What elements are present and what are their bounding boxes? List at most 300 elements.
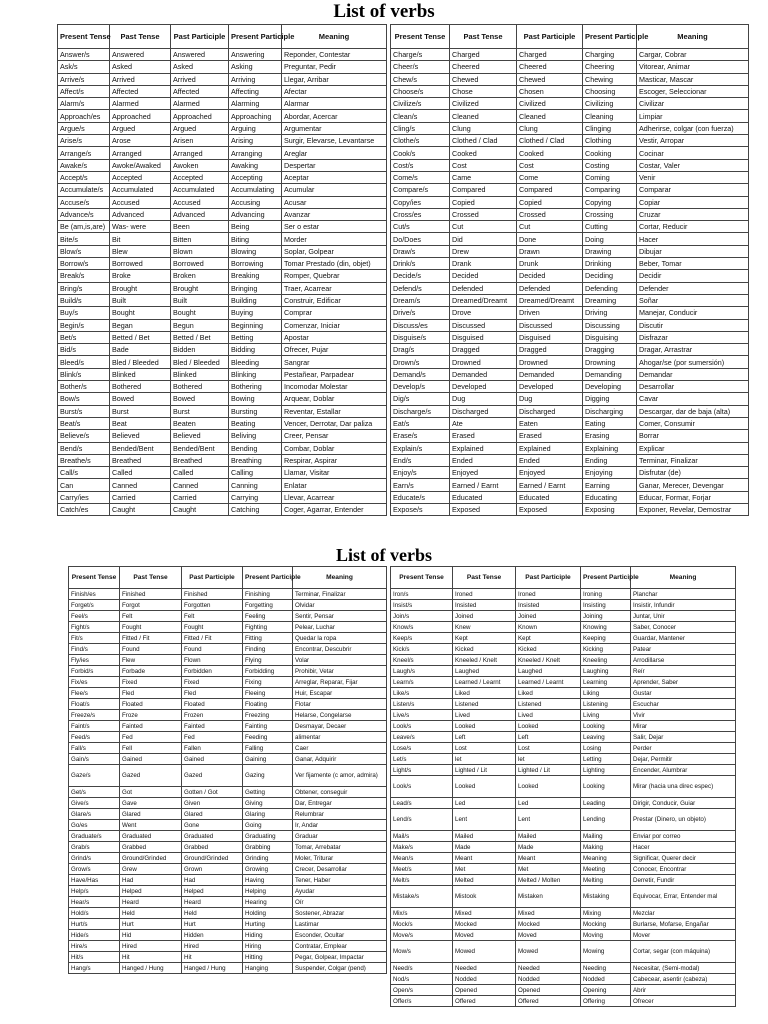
- meaning-cell: Juntar, Unir: [631, 611, 736, 622]
- past-participle-cell: Gazed: [182, 765, 243, 787]
- present-participle-cell: Beating: [229, 417, 282, 429]
- present-participle-cell: Letting: [581, 754, 631, 765]
- past-tense-cell: Heard: [120, 897, 182, 908]
- present-tense-cell: Forbid/s: [69, 666, 120, 677]
- table-row: [58, 393, 387, 405]
- past-tense-cell: Offered: [453, 996, 516, 1007]
- present-tense-cell: Dig/s: [391, 393, 450, 405]
- past-tense-cell: Ironed: [453, 589, 516, 600]
- past-tense-cell: Cheered: [450, 61, 517, 73]
- past-participle-cell: let: [516, 754, 581, 765]
- table-row: [69, 600, 387, 611]
- meaning-cell: Contratar, Emplear: [293, 941, 387, 952]
- table-row: [391, 798, 736, 809]
- past-participle-cell: Civilized: [517, 98, 583, 110]
- table-row: [391, 245, 749, 257]
- present-participle-cell: Leaving: [581, 732, 631, 743]
- present-participle-cell: Meeting: [581, 864, 631, 875]
- present-participle-cell: Mowing: [581, 941, 631, 963]
- present-participle-cell: Beginning: [229, 319, 282, 331]
- past-participle-cell: Begun: [171, 319, 229, 331]
- past-tense-cell: Led: [453, 798, 516, 809]
- meaning-cell: Mover: [631, 930, 736, 941]
- meaning-cell: Dragar, Arrastrar: [637, 344, 749, 356]
- meaning-cell: Vivir: [631, 710, 736, 721]
- present-participle-cell: Betting: [229, 331, 282, 343]
- table-header-row: [58, 25, 387, 49]
- present-participle-cell: Defending: [583, 282, 637, 294]
- table-row: [58, 503, 387, 515]
- present-tense-cell: Bite/s: [58, 233, 110, 245]
- past-participle-cell: Cut: [517, 221, 583, 233]
- table-row: [69, 633, 387, 644]
- present-tense-cell: Beat/s: [58, 417, 110, 429]
- meaning-cell: Guardar, Mantener: [631, 633, 736, 644]
- table-row: [58, 319, 387, 331]
- present-tense-cell: Live/s: [391, 710, 453, 721]
- table-row: [391, 974, 736, 985]
- present-participle-cell: Bothering: [229, 381, 282, 393]
- present-participle-cell: Buying: [229, 307, 282, 319]
- past-participle-cell: Arrived: [171, 73, 229, 85]
- table-row: [69, 611, 387, 622]
- present-tense-cell: Demand/s: [391, 368, 450, 380]
- meaning-cell: Gustar: [631, 688, 736, 699]
- meaning-cell: Escoger, Seleccionar: [637, 85, 749, 97]
- past-tense-cell: Gave: [120, 798, 182, 809]
- meaning-cell: Sangrar: [282, 356, 387, 368]
- present-tense-cell: Bleed/s: [58, 356, 110, 368]
- present-participle-cell: Listening: [581, 699, 631, 710]
- meaning-cell: Cruzar: [637, 208, 749, 220]
- meaning-cell: Encender, Alumbrar: [631, 765, 736, 776]
- present-participle-cell: Eating: [583, 417, 637, 429]
- meaning-cell: Cortar, segar (con máquina): [631, 941, 736, 963]
- meaning-cell: Dirigir, Conducir, Guiar: [631, 798, 736, 809]
- present-participle-cell: Floating: [243, 699, 293, 710]
- meaning-cell: Suspender, Colgar (pend): [293, 963, 387, 974]
- present-participle-cell: Feeling: [243, 611, 293, 622]
- past-participle-cell: Hanged / Hung: [182, 963, 243, 974]
- table-row: [69, 666, 387, 677]
- present-participle-cell: Grinding: [243, 853, 293, 864]
- past-tense-cell: Lost: [453, 743, 516, 754]
- present-participle-cell: Needing: [581, 963, 631, 974]
- present-participle-cell: Losing: [581, 743, 631, 754]
- past-participle-cell: Ironed: [516, 589, 581, 600]
- present-tense-cell: Come/s: [391, 171, 450, 183]
- table-row: [391, 294, 749, 306]
- meaning-cell: Venir: [637, 171, 749, 183]
- meaning-cell: Pelear, Luchar: [293, 622, 387, 633]
- past-tense-cell: Bade: [110, 344, 171, 356]
- table-row: [69, 721, 387, 732]
- table-row: [69, 853, 387, 864]
- present-participle-cell: Finishing: [243, 589, 293, 600]
- past-tense-cell: Brought: [110, 282, 171, 294]
- table-header-row: [391, 567, 736, 589]
- past-tense-cell: Called: [110, 467, 171, 479]
- table-row: [58, 430, 387, 442]
- past-tense-cell: Drank: [450, 258, 517, 270]
- present-tense-cell: Lose/s: [391, 743, 453, 754]
- past-tense-cell: Betted / Bet: [110, 331, 171, 343]
- past-participle-cell: Lived: [516, 710, 581, 721]
- past-participle-cell: Met: [516, 864, 581, 875]
- table-row: [391, 356, 749, 368]
- past-tense-cell: Gazed: [120, 765, 182, 787]
- past-participle-cell: Approached: [171, 110, 229, 122]
- present-participle-cell: Bursting: [229, 405, 282, 417]
- past-participle-cell: Kicked: [516, 644, 581, 655]
- table-row: [58, 147, 387, 159]
- present-participle-cell: Kicking: [581, 644, 631, 655]
- past-participle-cell: Decided: [517, 270, 583, 282]
- past-participle-cell: Gained: [182, 754, 243, 765]
- meaning-cell: Coger, Agarrar, Entender: [282, 503, 387, 515]
- past-tense-cell: Breathed: [110, 454, 171, 466]
- present-participle-cell: Biting: [229, 233, 282, 245]
- meaning-cell: Acusar: [282, 196, 387, 208]
- meaning-cell: Moler, Triturar: [293, 853, 387, 864]
- meaning-cell: Ahogar/se (por sumersión): [637, 356, 749, 368]
- table-row: [391, 393, 749, 405]
- past-tense-cell: Met: [453, 864, 516, 875]
- present-participle-cell: Grabbing: [243, 842, 293, 853]
- present-participle-cell: Bidding: [229, 344, 282, 356]
- present-tense-cell: Cheer/s: [391, 61, 450, 73]
- past-participle-cell: Answered: [171, 49, 229, 61]
- present-participle-cell: Joining: [581, 611, 631, 622]
- meaning-cell: Apostar: [282, 331, 387, 343]
- table-row: [69, 644, 387, 655]
- present-participle-cell: Bleeding: [229, 356, 282, 368]
- meaning-cell: Flotar: [293, 699, 387, 710]
- table-row: [58, 49, 387, 61]
- past-tense-cell: Left: [453, 732, 516, 743]
- past-tense-cell: Chose: [450, 85, 517, 97]
- past-participle-cell: Accumulated: [171, 184, 229, 196]
- past-tense-cell: Began: [110, 319, 171, 331]
- past-tense-cell: Ground/Grinded: [120, 853, 182, 864]
- past-tense-cell: Copied: [450, 196, 517, 208]
- past-participle-cell: Arranged: [171, 147, 229, 159]
- table-row: [69, 809, 387, 820]
- meaning-cell: Hacer: [631, 842, 736, 853]
- present-tense-cell: Burst/s: [58, 405, 110, 417]
- past-tense-cell: Fitted / Fit: [120, 633, 182, 644]
- past-participle-cell: Argued: [171, 122, 229, 134]
- table-row: [69, 941, 387, 952]
- present-tense-cell: Go/es: [69, 820, 120, 831]
- meaning-cell: Ganar, Adquirir: [293, 754, 387, 765]
- past-participle-cell: Mowed: [516, 941, 581, 963]
- past-tense-cell: Civilized: [450, 98, 517, 110]
- past-tense-cell: Mocked: [453, 919, 516, 930]
- present-tense-cell: Hire/s: [69, 941, 120, 952]
- present-tense-cell: Hit/s: [69, 952, 120, 963]
- table-row: [391, 666, 736, 677]
- past-tense-cell: Fixed: [120, 677, 182, 688]
- past-participle-cell: Drawn: [517, 245, 583, 257]
- table-row: [391, 622, 736, 633]
- past-tense-cell: Earned / Earnt: [450, 479, 517, 491]
- present-tense-cell: Melt/s: [391, 875, 453, 886]
- table-row: [391, 147, 749, 159]
- present-tense-cell: Defend/s: [391, 282, 450, 294]
- present-tense-cell: Buy/s: [58, 307, 110, 319]
- present-participle-cell: Hiding: [243, 930, 293, 941]
- present-participle-cell: Advancing: [229, 208, 282, 220]
- past-tense-cell: Mowed: [453, 941, 516, 963]
- past-participle-cell: Grown: [182, 864, 243, 875]
- meaning-cell: Vestir, Arropar: [637, 135, 749, 147]
- meaning-cell: Enviar por correo: [631, 831, 736, 842]
- verb-table-body: [391, 49, 749, 516]
- present-tense-cell: Break/s: [58, 270, 110, 282]
- past-participle-cell: Driven: [517, 307, 583, 319]
- table-row: [58, 73, 387, 85]
- past-participle-cell: Bled / Bleeded: [171, 356, 229, 368]
- present-tense-cell: Choose/s: [391, 85, 450, 97]
- table-row: [391, 842, 736, 853]
- past-participle-cell: Ended: [517, 454, 583, 466]
- present-tense-cell: Expose/s: [391, 503, 450, 515]
- present-participle-cell: Deciding: [583, 270, 637, 282]
- column-header: Present Participle: [581, 567, 631, 589]
- column-header: Past Tense: [453, 567, 516, 589]
- present-participle-cell: Opening: [581, 985, 631, 996]
- present-participle-cell: Coming: [583, 171, 637, 183]
- meaning-cell: Sostener, Abrazar: [293, 908, 387, 919]
- present-tense-cell: Borrow/s: [58, 258, 110, 270]
- present-tense-cell: Give/s: [69, 798, 120, 809]
- meaning-cell: Surgir, Elevarse, Levantarse: [282, 135, 387, 147]
- past-tense-cell: Forbade: [120, 666, 182, 677]
- present-participle-cell: Ironing: [581, 589, 631, 600]
- table-row: [391, 331, 749, 343]
- meaning-cell: Huir, Escapar: [293, 688, 387, 699]
- meaning-cell: Volar: [293, 655, 387, 666]
- past-tense-cell: Hired: [120, 941, 182, 952]
- meaning-cell: Construir, Edificar: [282, 294, 387, 306]
- meaning-cell: Beber, Tomar: [637, 258, 749, 270]
- column-header: Present Participle: [243, 567, 293, 589]
- table-row: [391, 467, 749, 479]
- past-tense-cell: Mixed: [453, 908, 516, 919]
- meaning-cell: Desarrollar: [637, 381, 749, 393]
- present-tense-cell: Drag/s: [391, 344, 450, 356]
- past-participle-cell: Bended/Bent: [171, 442, 229, 454]
- past-participle-cell: Fought: [182, 622, 243, 633]
- past-tense-cell: Drowned: [450, 356, 517, 368]
- present-participle-cell: Hiring: [243, 941, 293, 952]
- past-tense-cell: Liked: [453, 688, 516, 699]
- table-row: [58, 381, 387, 393]
- meaning-cell: Romper, Quebrar: [282, 270, 387, 282]
- past-tense-cell: Floated: [120, 699, 182, 710]
- past-participle-cell: Forgotten: [182, 600, 243, 611]
- present-tense-cell: Bid/s: [58, 344, 110, 356]
- past-tense-cell: Finished: [120, 589, 182, 600]
- meaning-cell: Ayudar: [293, 886, 387, 897]
- past-tense-cell: Approached: [110, 110, 171, 122]
- past-tense-cell: Carried: [110, 491, 171, 503]
- past-tense-cell: Felt: [120, 611, 182, 622]
- table-row: [391, 886, 736, 908]
- present-participle-cell: Freezing: [243, 710, 293, 721]
- verb-sheet-2: [0, 544, 768, 1024]
- past-tense-cell: Charged: [450, 49, 517, 61]
- past-participle-cell: Demanded: [517, 368, 583, 380]
- past-participle-cell: Laughed: [516, 666, 581, 677]
- meaning-cell: Obtener, conseguir: [293, 787, 387, 798]
- present-participle-cell: Digging: [583, 393, 637, 405]
- verb-table-right: [390, 24, 749, 516]
- column-header: Meaning: [631, 567, 736, 589]
- present-tense-cell: Lend/s: [391, 809, 453, 831]
- past-participle-cell: Fallen: [182, 743, 243, 754]
- present-participle-cell: Accusing: [229, 196, 282, 208]
- meaning-cell: Masticar, Mascar: [637, 73, 749, 85]
- past-tense-cell: Kneeled / Knelt: [453, 655, 516, 666]
- present-tense-cell: Bow/s: [58, 393, 110, 405]
- past-participle-cell: Breathed: [171, 454, 229, 466]
- present-participle-cell: Hanging: [243, 963, 293, 974]
- past-tense-cell: Enjoyed: [450, 467, 517, 479]
- table-row: [58, 61, 387, 73]
- table-row: [58, 122, 387, 134]
- present-tense-cell: Arise/s: [58, 135, 110, 147]
- past-participle-cell: Offered: [516, 996, 581, 1007]
- past-tense-cell: Made: [453, 842, 516, 853]
- present-participle-cell: Blinking: [229, 368, 282, 380]
- table-row: [391, 776, 736, 798]
- past-participle-cell: Believed: [171, 430, 229, 442]
- past-tense-cell: Answered: [110, 49, 171, 61]
- meaning-cell: Enlatar: [282, 479, 387, 491]
- table-row: [58, 368, 387, 380]
- present-tense-cell: Look/s: [391, 776, 453, 798]
- past-tense-cell: Canned: [110, 479, 171, 491]
- table-row: [69, 754, 387, 765]
- present-tense-cell: Arrange/s: [58, 147, 110, 159]
- table-row: [58, 184, 387, 196]
- meaning-cell: Lastimar: [293, 919, 387, 930]
- meaning-cell: Argumentar: [282, 122, 387, 134]
- present-tense-cell: Enjoy/s: [391, 467, 450, 479]
- present-tense-cell: Nod/s: [391, 974, 453, 985]
- present-tense-cell: Faint/s: [69, 721, 120, 732]
- past-participle-cell: Hurt: [182, 919, 243, 930]
- present-tense-cell: Know/s: [391, 622, 453, 633]
- present-tense-cell: Clothe/s: [391, 135, 450, 147]
- meaning-cell: Abrir: [631, 985, 736, 996]
- present-participle-cell: Mocking: [581, 919, 631, 930]
- table-row: [391, 963, 736, 974]
- meaning-cell: Ver fijamente (c amor, admira): [293, 765, 387, 787]
- present-tense-cell: Begin/s: [58, 319, 110, 331]
- past-participle-cell: Melted / Molten: [516, 875, 581, 886]
- column-header: Past Participle: [517, 25, 583, 49]
- past-tense-cell: Cleaned: [450, 110, 517, 122]
- meaning-cell: Cavar: [637, 393, 749, 405]
- table-row: [391, 908, 736, 919]
- present-tense-cell: Leave/s: [391, 732, 453, 743]
- table-row: [391, 677, 736, 688]
- present-participle-cell: Giving: [243, 798, 293, 809]
- past-tense-cell: Meant: [453, 853, 516, 864]
- meaning-cell: Insistir, Infundir: [631, 600, 736, 611]
- past-participle-cell: Caught: [171, 503, 229, 515]
- past-participle-cell: Bought: [171, 307, 229, 319]
- present-tense-cell: Forget/s: [69, 600, 120, 611]
- column-header: Present Participle: [583, 25, 637, 49]
- past-participle-cell: Canned: [171, 479, 229, 491]
- past-participle-cell: Given: [182, 798, 243, 809]
- present-tense-cell: Hear/s: [69, 897, 120, 908]
- past-tense-cell: Accepted: [110, 171, 171, 183]
- present-tense-cell: Kneel/s: [391, 655, 453, 666]
- present-tense-cell: Explain/s: [391, 442, 450, 454]
- past-tense-cell: Arranged: [110, 147, 171, 159]
- verb-table-left: [68, 566, 387, 974]
- past-tense-cell: Grabbed: [120, 842, 182, 853]
- present-participle-cell: Fainting: [243, 721, 293, 732]
- table-row: [391, 405, 749, 417]
- past-participle-cell: Led: [516, 798, 581, 809]
- past-tense-cell: Burst: [110, 405, 171, 417]
- table-row: [391, 688, 736, 699]
- meaning-cell: Arrodillarse: [631, 655, 736, 666]
- table-row: [391, 864, 736, 875]
- past-tense-cell: Broke: [110, 270, 171, 282]
- present-participle-cell: Dreaming: [583, 294, 637, 306]
- present-participle-cell: Carrying: [229, 491, 282, 503]
- present-participle-cell: Gazing: [243, 765, 293, 787]
- past-participle-cell: Charged: [517, 49, 583, 61]
- meaning-cell: Adherirse, colgar (con fuerza): [637, 122, 749, 134]
- meaning-cell: Ganar, Merecer, Devengar: [637, 479, 749, 491]
- present-participle-cell: Keeping: [581, 633, 631, 644]
- present-tense-cell: Have/Has: [69, 875, 120, 886]
- present-tense-cell: Blink/s: [58, 368, 110, 380]
- past-tense-cell: Needed: [453, 963, 516, 974]
- past-participle-cell: Forbidden: [182, 666, 243, 677]
- past-tense-cell: Froze: [120, 710, 182, 721]
- past-participle-cell: Mailed: [516, 831, 581, 842]
- table-row: [58, 208, 387, 220]
- past-participle-cell: Clung: [517, 122, 583, 134]
- table-row: [58, 307, 387, 319]
- present-participle-cell: Flying: [243, 655, 293, 666]
- present-tense-cell: Look/s: [391, 721, 453, 732]
- past-participle-cell: Alarmed: [171, 98, 229, 110]
- present-tense-cell: Offer/s: [391, 996, 453, 1007]
- present-participle-cell: Finding: [243, 644, 293, 655]
- meaning-cell: Cargar, Cobrar: [637, 49, 749, 61]
- present-participle-cell: Hitting: [243, 952, 293, 963]
- present-tense-cell: Disguise/s: [391, 331, 450, 343]
- past-participle-cell: Finished: [182, 589, 243, 600]
- meaning-cell: Defender: [637, 282, 749, 294]
- past-participle-cell: Discussed: [517, 319, 583, 331]
- past-participle-cell: Crossed: [517, 208, 583, 220]
- meaning-cell: Discutir: [637, 319, 749, 331]
- table-row: [391, 233, 749, 245]
- present-participle-cell: Drawing: [583, 245, 637, 257]
- present-participle-cell: Helping: [243, 886, 293, 897]
